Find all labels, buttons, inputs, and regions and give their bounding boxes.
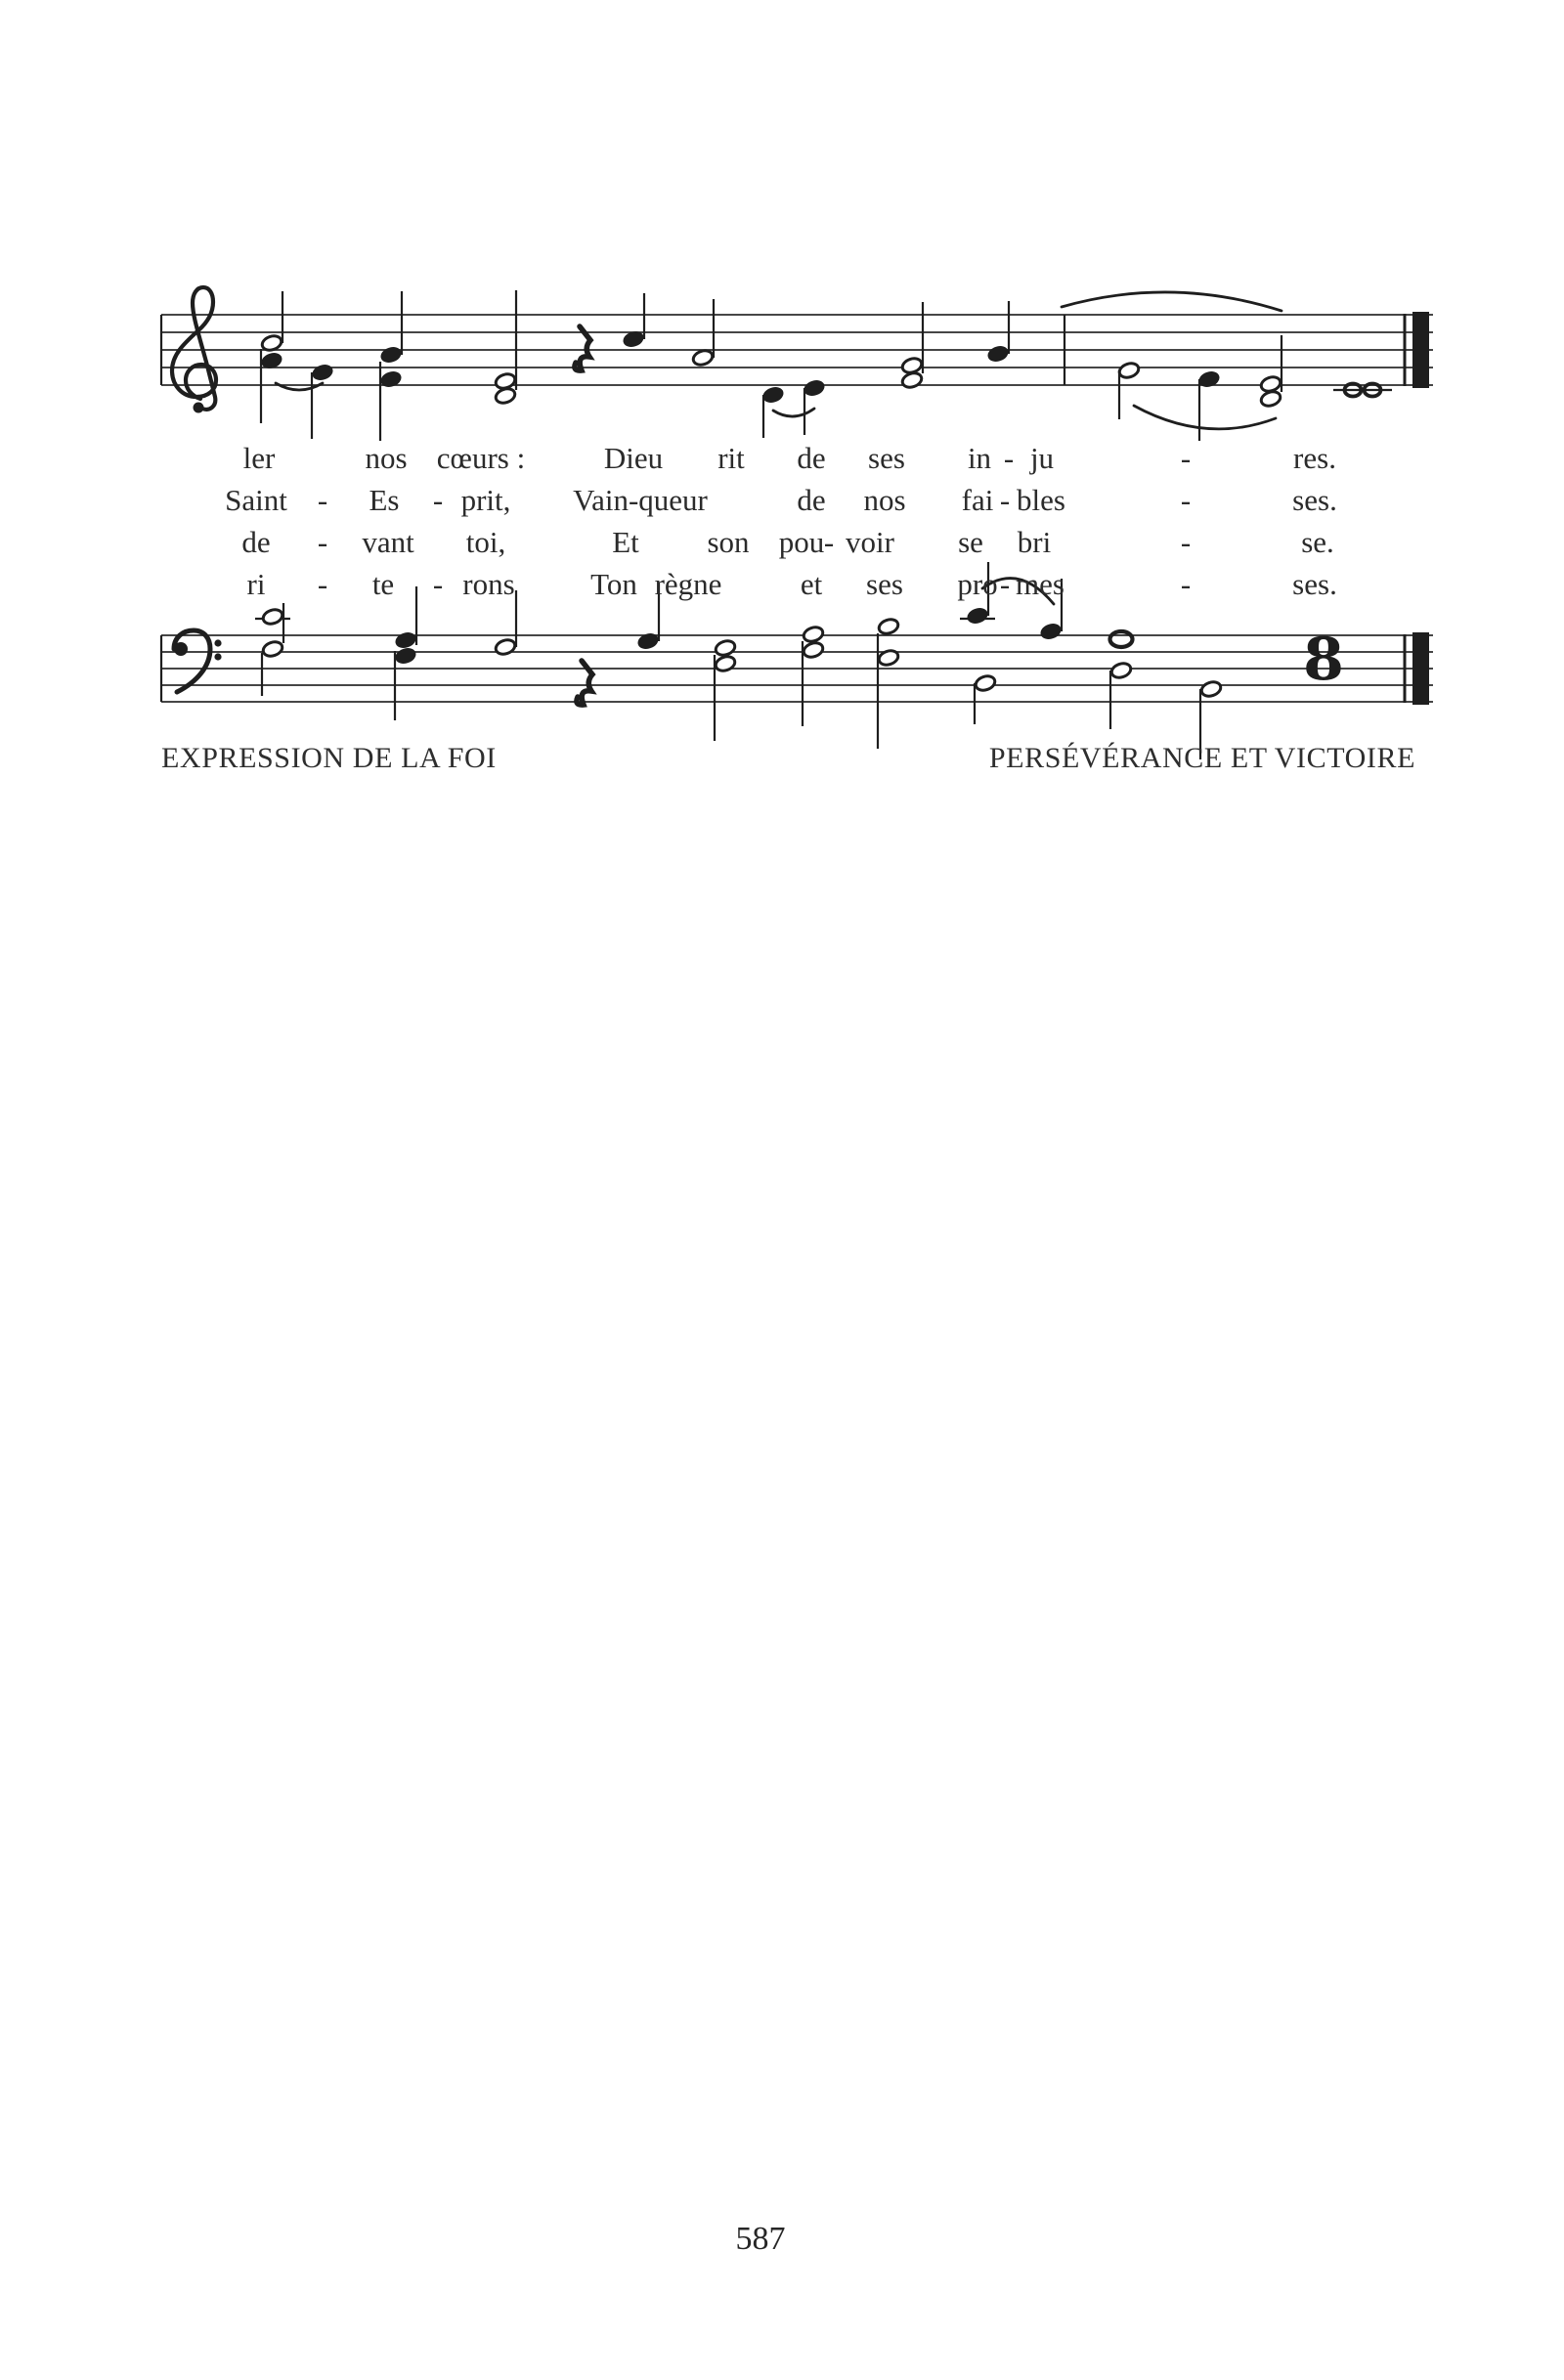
lyric-token: Saint (225, 483, 287, 517)
lyric-token: - (1180, 525, 1192, 559)
half-notehead (1117, 361, 1140, 379)
tie-slur (276, 383, 323, 390)
lyric-token: se (958, 525, 983, 559)
treble-clef-dot (194, 403, 204, 413)
lyric-token: - (317, 525, 328, 559)
lyric-token: ri (246, 567, 266, 601)
lyric-token: de (797, 441, 826, 475)
lyric-token: Ton (590, 567, 637, 601)
lyric-token: pou (778, 525, 825, 559)
lyric-token: bles (1017, 483, 1065, 517)
lyric-token: voir (846, 525, 894, 559)
lyric-token: ses. (1292, 567, 1337, 601)
lyric-token: règne (654, 567, 722, 601)
quarter-notehead (986, 344, 1009, 363)
half-notehead (802, 640, 824, 659)
quarter-notehead (394, 646, 416, 665)
lyric-token: - (999, 483, 1011, 517)
lyric-token: - (1180, 483, 1192, 517)
half-notehead (261, 639, 283, 658)
half-notehead (1109, 661, 1132, 679)
lyric-token: et (800, 567, 823, 601)
treble-clef (172, 287, 216, 410)
lyric-token: - (823, 525, 835, 559)
quarter-notehead (311, 363, 333, 381)
lyric-token: de (241, 525, 271, 559)
lyric-token: ses. (1292, 483, 1337, 517)
lyric-token: mes (1016, 567, 1064, 601)
quarter-rest (577, 661, 592, 705)
half-notehead (714, 654, 736, 672)
lyric-token: - (317, 567, 328, 601)
half-notehead (877, 617, 899, 635)
lyric-token: rit (717, 441, 745, 475)
lyric-token: ses (868, 441, 905, 475)
quarter-notehead (966, 606, 988, 625)
lyric-token: ju (1029, 441, 1055, 475)
lyric-token: - (317, 483, 328, 517)
quarter-notehead (761, 385, 784, 404)
lyric-token: Dieu (603, 441, 664, 475)
lyric-token: ler (242, 441, 276, 475)
lyric-token: nos (863, 483, 906, 517)
half-notehead (974, 673, 996, 692)
bass-clef-dot (214, 653, 221, 660)
lyric-token: ses (866, 567, 903, 601)
half-notehead (1199, 679, 1222, 698)
quarter-notehead (1039, 622, 1062, 640)
footer-right-heading: PERSÉVÉRANCE ET VICTOIRE (988, 742, 1415, 774)
lyric-token: rons (462, 567, 515, 601)
tie-slur (1062, 292, 1282, 311)
final-barline-thick (1412, 312, 1429, 388)
lyric-token: Et (612, 525, 639, 559)
lyric-token: son (707, 525, 750, 559)
bass-clef-dot (214, 639, 221, 646)
lyric-token: res. (1293, 441, 1336, 475)
lyric-token: cœurs : (436, 441, 526, 475)
final-barline-thick (1412, 632, 1429, 705)
lyric-token: vant (362, 525, 414, 559)
lyric-token: bri (1017, 525, 1052, 559)
footer-left-heading: EXPRESSION DE LA FOI (161, 742, 497, 774)
lyric-token: pro (957, 567, 998, 601)
lyric-token: - (1180, 441, 1192, 475)
bass-clef (174, 630, 210, 692)
breve-numeral: 8 (1303, 626, 1344, 694)
half-notehead (494, 637, 516, 656)
half-notehead (900, 370, 923, 389)
whole-notehead (1110, 631, 1133, 647)
quarter-notehead (394, 630, 416, 649)
half-notehead (494, 386, 516, 405)
lyric-token: nos (365, 441, 408, 475)
lyric-token: - (432, 483, 444, 517)
half-notehead (714, 638, 736, 657)
tie-slur (1134, 406, 1276, 429)
half-notehead (1259, 389, 1282, 408)
lyric-token: prit, (460, 483, 511, 517)
lyric-token: toi, (465, 525, 506, 559)
lyric-token: fai (961, 483, 994, 517)
page-number: 587 (735, 2221, 786, 2257)
lyric-token: te (371, 567, 395, 601)
lyric-token: - (432, 567, 444, 601)
half-notehead (691, 348, 714, 367)
lyric-token: - (999, 567, 1011, 601)
tie-slur (773, 409, 814, 416)
half-notehead (802, 625, 824, 643)
lyric-token: - (1003, 441, 1015, 475)
half-notehead (261, 607, 283, 626)
lyric-token: Es (369, 483, 400, 517)
lyric-token: Vain-queur (573, 483, 708, 517)
quarter-notehead (803, 378, 825, 397)
lyric-token: - (1180, 567, 1192, 601)
lyric-token: in (967, 441, 992, 475)
lyric-token: de (797, 483, 826, 517)
quarter-notehead (379, 345, 402, 364)
lyric-token: se. (1301, 525, 1334, 559)
